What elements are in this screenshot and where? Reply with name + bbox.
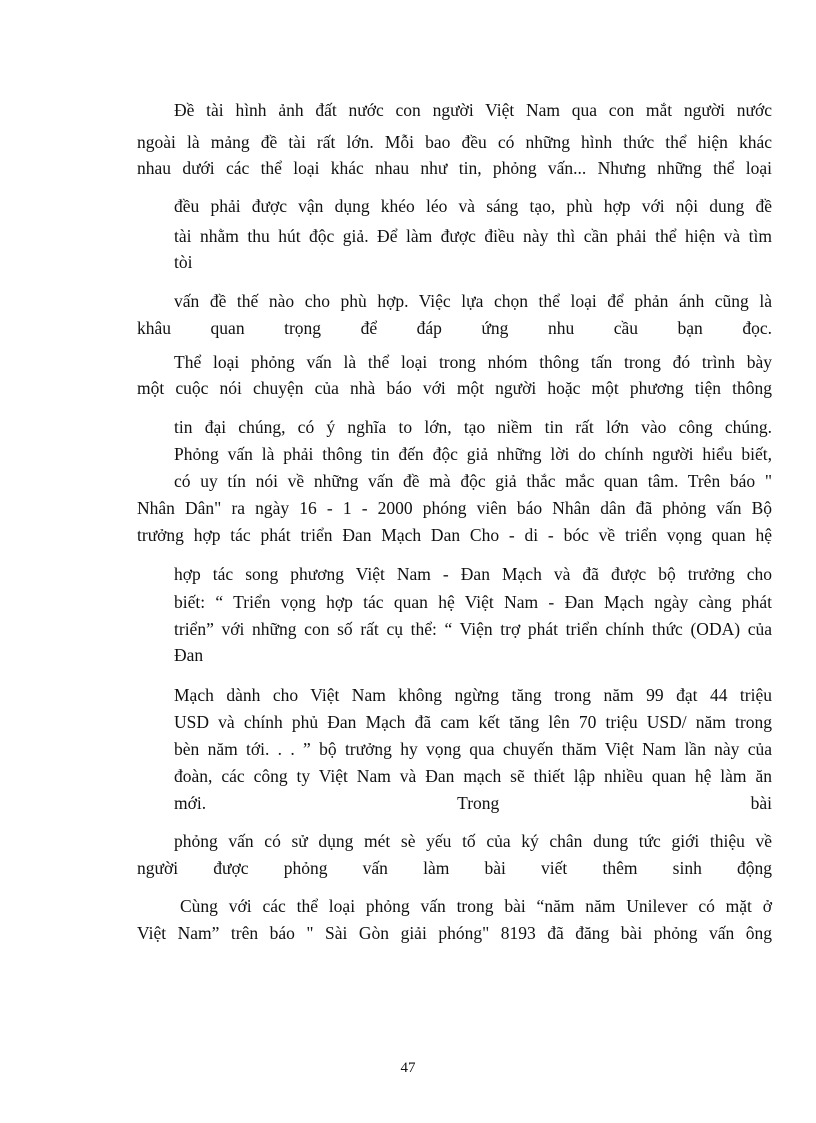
text-line: Đề tài hình ảnh đất nước con người Việt Nam qua con mắt người nước xyxy=(174,100,772,120)
text-line: ngoài là mảng đề tài rất lớn. Mỗi bao đều có những hình thức thể hiện khác xyxy=(137,132,772,152)
page-number: 47 xyxy=(400,1060,416,1076)
text-line: triển” với những con số rất cụ thể: “ Viện trợ phát triển chính thức (ODA) của xyxy=(174,619,772,639)
text-line: một cuộc nói chuyện của nhà báo với một người hoặc một phương tiện thông xyxy=(137,378,772,398)
text-line: bèn năm tới. . . ” bộ trưởng hy vọng qua chuyến thăm Việt Nam lần này của xyxy=(174,739,772,759)
text-line: trưởng hợp tác phát triển Đan Mạch Dan Cho - di - bóc về triển vọng quan hệ xyxy=(137,525,772,545)
text-line: Mạch dành cho Việt Nam không ngừng tăng trong năm 99 đạt 44 triệu xyxy=(174,685,772,705)
text-line: phỏng vấn có sử dụng mét sè yếu tố của ký chân dung tức giới thiệu về xyxy=(174,831,772,851)
text-line: người được phỏng vấn làm bài viết thêm sinh động xyxy=(137,858,772,878)
text-line: tài nhằm thu hút độc giả. Để làm được điều này thì cần phải thể hiện và tìm xyxy=(174,226,772,246)
text-line: Đan xyxy=(174,645,204,665)
text-line: biết: “ Triển vọng hợp tác quan hệ Việt Nam - Đan Mạch ngày càng phát xyxy=(174,592,772,612)
text-line: có uy tín nói về những vấn đề mà độc giả thắc mắc quan tâm. Trên báo " xyxy=(174,471,772,491)
text-line: Nhân Dân" ra ngày 16 - 1 - 2000 phóng viên báo Nhân dân đã phỏng vấn Bộ xyxy=(137,498,772,518)
text-line: USD và chính phủ Đan Mạch đã cam kết tăng lên 70 triệu USD/ năm trong xyxy=(174,712,772,732)
text-line: tin đại chúng, có ý nghĩa to lớn, tạo niềm tin rất lớn vào công chúng. xyxy=(174,417,772,437)
text-line: vấn đề thế nào cho phù hợp. Việc lựa chọn thể loại để phản ánh cũng là xyxy=(174,291,772,311)
text-line: Phỏng vấn là phải thông tin đến độc giả những lời do chính người hiểu biết, xyxy=(174,444,772,464)
text-line: Cùng với các thể loại phỏng vấn trong bài “năm năm Unilever có mặt ở xyxy=(180,896,772,916)
text-line: đoàn, các công ty Việt Nam và Đan mạch sẽ thiết lập nhiều quan hệ làm ăn xyxy=(174,766,772,786)
text-line: mới. Trong bài xyxy=(174,793,772,813)
text-line: khâu quan trọng để đáp ứng nhu cầu bạn đọc. xyxy=(137,318,772,338)
text-line: hợp tác song phương Việt Nam - Đan Mạch và đã được bộ trưởng cho xyxy=(174,564,772,584)
text-line: nhau dưới các thể loại khác nhau như tin, phỏng vấn... Nhưng những thể loại xyxy=(137,158,772,178)
text-line: tòi xyxy=(174,252,193,272)
text-line: Việt Nam” trên báo " Sài Gòn giải phóng" 8193 đã đăng bài phỏng vấn ông xyxy=(137,923,772,943)
text-line: Thể loại phỏng vấn là thể loại trong nhóm thông tấn trong đó trình bày xyxy=(174,352,772,372)
text-line: đều phải được vận dụng khéo léo và sáng tạo, phù hợp với nội dung đề xyxy=(174,196,772,216)
